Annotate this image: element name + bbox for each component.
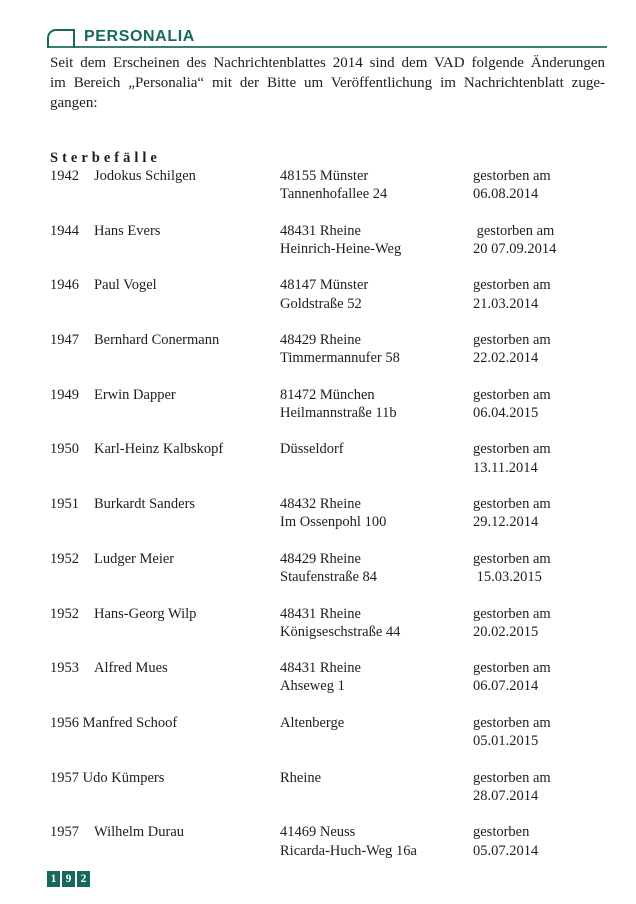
- entry-address: [280, 386, 473, 423]
- entry-address: [280, 550, 473, 587]
- address-line: Timmermannufer 58: [280, 350, 400, 367]
- entry-address: [280, 659, 473, 696]
- death-date-line: 06.08.2014: [473, 186, 539, 203]
- address-line: 48429 Rheine: [280, 332, 361, 349]
- death-entry: [50, 769, 606, 806]
- death-date-line: gestorben am: [473, 277, 551, 294]
- address-line: 48155 Münster: [280, 168, 369, 184]
- entry-name: Wilhelm Durau: [94, 824, 185, 841]
- entry-death-date: [473, 823, 606, 860]
- intro-line: Seit dem Erscheinen des Nachrichtenblattes 2014 sind dem VAD folgende Änderungen: [50, 55, 605, 71]
- entry-address: [280, 331, 473, 368]
- address-line: 48431 Rheine: [280, 660, 361, 677]
- death-date-line: 22.02.2014: [473, 350, 539, 367]
- address-line: 48431 Rheine: [280, 222, 361, 239]
- entry-death-date: [473, 440, 606, 477]
- entry-address: [280, 714, 473, 751]
- death-date-line: 29.12.2014: [473, 514, 539, 531]
- death-entry: [50, 605, 606, 642]
- entry-name: Burkardt Sanders: [94, 496, 196, 513]
- entry-year: 1949: [50, 386, 79, 403]
- entry-year: 1944: [50, 222, 79, 239]
- address-line: Tannenhofallee 24: [280, 186, 388, 203]
- entry-death-date: [473, 714, 606, 751]
- entry-year: 1950: [50, 441, 79, 458]
- entry-address: [280, 495, 473, 532]
- death-date-line: 15.03.2015: [473, 569, 542, 586]
- entry-year: 1942: [50, 168, 79, 184]
- entry-name: Karl-Heinz Kalbskopf: [94, 441, 224, 458]
- death-entry: [50, 222, 606, 259]
- death-list: [50, 167, 606, 878]
- entry-name: Paul Vogel: [94, 277, 157, 294]
- address-line: 48429 Rheine: [280, 550, 361, 567]
- death-entry: [50, 823, 606, 860]
- death-entry: [50, 714, 606, 751]
- death-date-line: gestorben am: [473, 550, 551, 567]
- entry-year: 1956 Manfred Schoof: [50, 714, 178, 731]
- death-date-line: gestorben am: [473, 714, 551, 731]
- entry-death-date: [473, 550, 606, 587]
- address-line: Ricarda-Huch-Weg 16a: [280, 842, 417, 859]
- death-date-line: 21.03.2014: [473, 295, 539, 312]
- entry-year: 1947: [50, 332, 79, 349]
- death-date-line: gestorben am: [473, 605, 551, 622]
- death-date-line: gestorben am: [473, 168, 551, 184]
- entry-name: Jodokus Schilgen: [94, 168, 196, 184]
- header-rule: [47, 46, 607, 48]
- entry-year: 1952: [50, 550, 79, 567]
- death-entry: [50, 440, 606, 477]
- entry-address: [280, 605, 473, 642]
- death-date-line: 05.01.2015: [473, 733, 539, 750]
- entry-death-date: [473, 605, 606, 642]
- entry-address: [280, 167, 473, 204]
- entry-year: 1953: [50, 660, 79, 677]
- address-line: Düsseldorf: [280, 441, 344, 458]
- page-number: [47, 871, 90, 887]
- entry-name: Ludger Meier: [94, 550, 175, 567]
- death-date-line: 06.04.2015: [473, 405, 539, 422]
- death-entry: [50, 167, 606, 204]
- entry-address: [280, 823, 473, 860]
- entry-year: 1957 Udo Kümpers: [50, 769, 165, 786]
- address-line: Königseschstraße 44: [280, 623, 401, 640]
- page-number-digit: 9: [62, 871, 75, 887]
- entry-name: Erwin Dapper: [94, 386, 176, 403]
- death-date-line: 13.11.2014: [473, 459, 538, 476]
- section-title: PERSONALIA: [84, 28, 195, 45]
- entry-death-date: [473, 659, 606, 696]
- intro-paragraph: [50, 53, 605, 113]
- address-line: Ahseweg 1: [280, 678, 345, 695]
- death-date-line: gestorben am: [473, 660, 551, 677]
- entry-death-date: [473, 276, 606, 313]
- entry-year: 1951: [50, 496, 79, 513]
- address-line: 48432 Rheine: [280, 496, 361, 513]
- entry-death-date: [473, 386, 606, 423]
- entry-name: [94, 769, 280, 806]
- entry-address: [280, 276, 473, 313]
- page-number-digit: 2: [77, 871, 90, 887]
- death-date-line: gestorben: [473, 824, 530, 841]
- entry-death-date: [473, 167, 606, 204]
- entry-name: Alfred Mues: [94, 660, 168, 677]
- entry-year: 1946: [50, 277, 79, 294]
- death-date-line: 20 07.09.2014: [473, 240, 557, 257]
- entry-year: 1952: [50, 605, 79, 622]
- death-date-line: gestorben am: [473, 496, 551, 513]
- entry-address: [280, 440, 473, 477]
- death-date-line: 05.07.2014: [473, 842, 539, 859]
- death-date-line: 28.07.2014: [473, 787, 539, 804]
- entry-name: Bernhard Conermann: [94, 332, 220, 349]
- address-line: Heinrich-Heine-Weg: [280, 240, 402, 257]
- death-entry: [50, 659, 606, 696]
- death-entry: [50, 331, 606, 368]
- entry-death-date: [473, 495, 606, 532]
- address-line: Heilmannstraße 11b: [280, 405, 397, 422]
- entry-year: 1957: [50, 824, 79, 841]
- death-date-line: gestorben am: [473, 386, 551, 403]
- death-entry: [50, 495, 606, 532]
- address-line: 81472 München: [280, 386, 375, 403]
- death-date-line: gestorben am: [473, 222, 555, 239]
- entry-name: [94, 714, 280, 751]
- entry-address: [280, 769, 473, 806]
- address-line: 48147 Münster: [280, 277, 369, 294]
- address-line: 41469 Neuss: [280, 824, 356, 841]
- address-line: Rheine: [280, 769, 322, 786]
- entry-address: [280, 222, 473, 259]
- death-entry: [50, 386, 606, 423]
- address-line: 48431 Rheine: [280, 605, 361, 622]
- death-entry: [50, 550, 606, 587]
- list-heading: Sterbefälle: [50, 150, 161, 166]
- intro-line: im Bereich „Personalia“ mit der Bitte um Veröffentlichung im Nachrichtenblatt zuge-: [50, 75, 605, 91]
- address-line: Im Ossenpohl 100: [280, 514, 387, 531]
- death-date-line: gestorben am: [473, 769, 551, 786]
- address-line: Staufenstraße 84: [280, 569, 378, 586]
- entry-name: Hans Evers: [94, 222, 161, 239]
- death-date-line: gestorben am: [473, 441, 551, 458]
- entry-death-date: [473, 222, 606, 259]
- death-date-line: 20.02.2015: [473, 623, 539, 640]
- entry-death-date: [473, 331, 606, 368]
- address-line: Goldstraße 52: [280, 295, 362, 312]
- death-entry: [50, 276, 606, 313]
- intro-line: gangen:: [50, 95, 98, 111]
- death-date-line: gestorben am: [473, 332, 551, 349]
- entry-name: Hans-Georg Wilp: [94, 605, 197, 622]
- address-line: Altenberge: [280, 714, 345, 731]
- death-date-line: 06.07.2014: [473, 678, 539, 695]
- page-number-digit: 1: [47, 871, 60, 887]
- entry-death-date: [473, 769, 606, 806]
